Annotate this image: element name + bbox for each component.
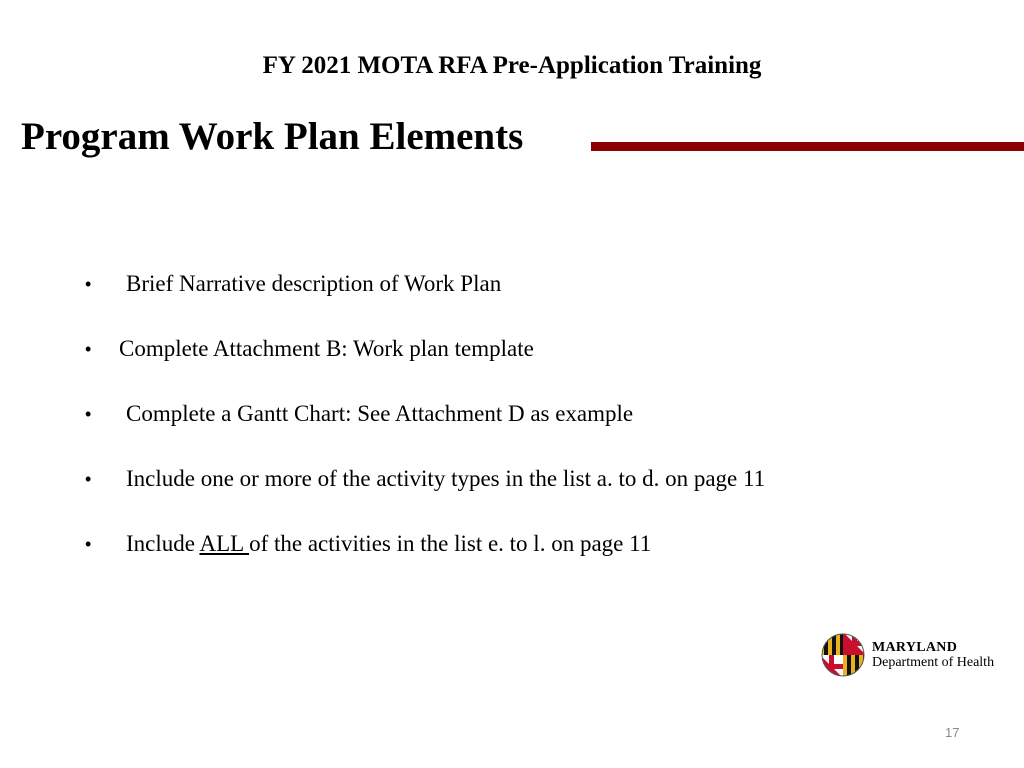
bullet-text: Complete Attachment B: Work plan template <box>119 336 534 361</box>
bullet-marker: • <box>85 534 92 554</box>
title-rule <box>591 142 1024 151</box>
logo-line-1: MARYLAND <box>872 640 958 655</box>
maryland-health-logo <box>820 630 1010 678</box>
maryland-flag-icon <box>820 632 866 678</box>
bullet-marker: • <box>85 404 92 424</box>
bullet-marker: • <box>85 339 92 359</box>
bullet-text <box>126 526 651 562</box>
logo-line-2: Department of Health <box>872 655 995 670</box>
bullet-text-post: of the activities in the list e. to l. on page 11 <box>249 531 652 556</box>
slide-header: FY 2021 MOTA RFA Pre-Application Training <box>262 52 762 79</box>
bullet-marker: • <box>85 274 92 294</box>
bullet-text: Include one or more of the activity types in the list a. to d. on page 11 <box>126 466 766 491</box>
bullet-text: Brief Narrative description of Work Plan <box>126 271 502 296</box>
bullet-text-pre: Include <box>126 531 200 556</box>
bullet-text: Complete a Gantt Chart: See Attachment D as example <box>126 401 634 426</box>
slide-title: Program Work Plan Elements <box>21 115 524 158</box>
bullet-marker: • <box>85 469 92 489</box>
page-number: 17 <box>945 725 960 740</box>
bullet-text-underlined: ALL <box>199 531 250 556</box>
logo-text <box>872 640 994 670</box>
